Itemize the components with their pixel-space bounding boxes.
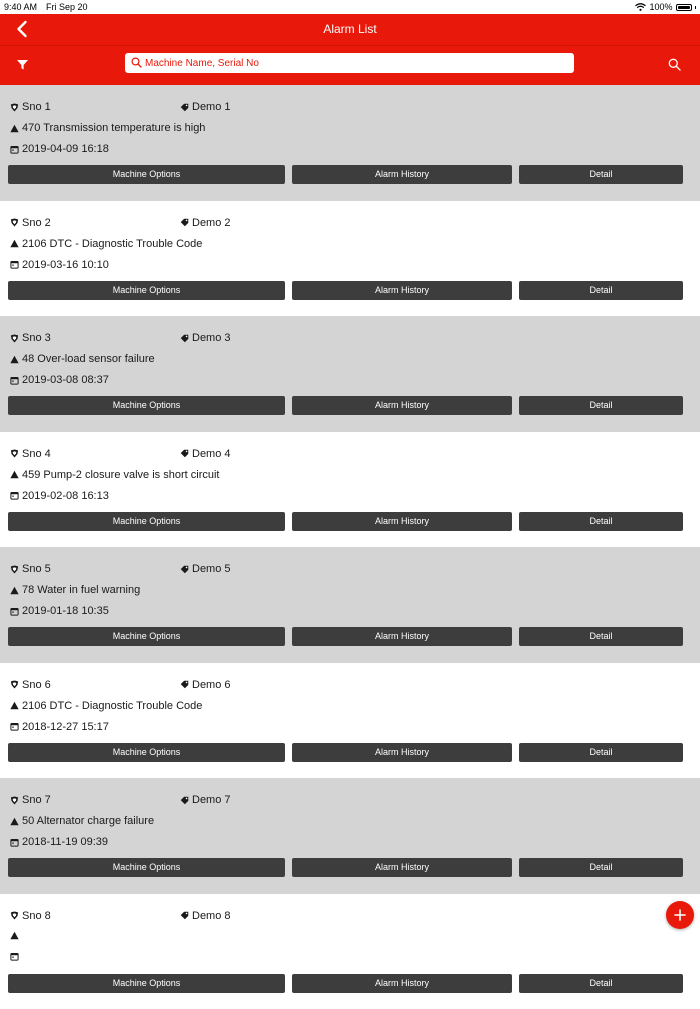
machine-name-text: Demo 2 bbox=[192, 217, 231, 229]
machine-name-text: Demo 6 bbox=[192, 679, 231, 691]
shield-icon bbox=[10, 796, 19, 805]
warning-triangle-icon bbox=[10, 470, 19, 479]
alarm-datetime bbox=[10, 721, 109, 733]
search-field[interactable] bbox=[125, 53, 574, 73]
alarm-card-header bbox=[10, 679, 410, 691]
alarm-description-text: 2106 DTC - Diagnostic Trouble Code bbox=[22, 700, 202, 712]
warning-triangle-icon bbox=[10, 817, 19, 826]
tag-icon bbox=[180, 796, 189, 805]
detail-button[interactable]: Detail bbox=[519, 858, 683, 877]
alarm-card bbox=[0, 663, 700, 779]
alarm-datetime bbox=[10, 259, 109, 271]
serial-number bbox=[10, 563, 51, 575]
machine-name-text: Demo 3 bbox=[192, 332, 231, 344]
wifi-icon bbox=[635, 3, 646, 11]
machine-name bbox=[180, 679, 231, 691]
alarm-card bbox=[0, 85, 700, 201]
machine-name-text: Demo 8 bbox=[192, 910, 231, 922]
page-title: Alarm List bbox=[0, 22, 700, 36]
serial-number-text: Sno 8 bbox=[22, 910, 51, 922]
shield-icon bbox=[10, 218, 19, 227]
machine-options-button[interactable]: Machine Options bbox=[8, 743, 285, 762]
serial-number bbox=[10, 794, 51, 806]
alarm-description-text: 2106 DTC - Diagnostic Trouble Code bbox=[22, 238, 202, 250]
alarm-history-button[interactable]: Alarm History bbox=[292, 627, 512, 646]
alarm-description bbox=[10, 584, 140, 596]
machine-name bbox=[180, 563, 231, 575]
alarm-description-text: 459 Pump-2 closure valve is short circuit bbox=[22, 469, 219, 481]
alarm-card-header bbox=[10, 101, 410, 113]
serial-number bbox=[10, 448, 51, 460]
alarm-card-header bbox=[10, 448, 410, 460]
detail-button[interactable]: Detail bbox=[519, 165, 683, 184]
alarm-datetime bbox=[10, 836, 108, 848]
shield-icon bbox=[10, 334, 19, 343]
alarm-datetime-text: 2018-11-19 09:39 bbox=[22, 836, 108, 848]
calendar-icon bbox=[10, 260, 19, 269]
calendar-icon bbox=[10, 722, 19, 731]
alarm-description bbox=[10, 122, 205, 134]
alarm-history-button[interactable]: Alarm History bbox=[292, 165, 512, 184]
machine-options-button[interactable]: Machine Options bbox=[8, 165, 285, 184]
alarm-history-button[interactable]: Alarm History bbox=[292, 974, 512, 993]
alarm-datetime bbox=[10, 952, 22, 961]
alarm-datetime bbox=[10, 374, 109, 386]
add-button[interactable] bbox=[666, 901, 694, 929]
serial-number-text: Sno 6 bbox=[22, 679, 51, 691]
alarm-card-header bbox=[10, 217, 410, 229]
alarm-description bbox=[10, 469, 219, 481]
alarm-list bbox=[0, 85, 700, 1009]
alarm-card bbox=[0, 316, 700, 432]
calendar-icon bbox=[10, 491, 19, 500]
machine-options-button[interactable]: Machine Options bbox=[8, 396, 285, 415]
detail-button[interactable]: Detail bbox=[519, 974, 683, 993]
status-time: 9:40 AM bbox=[4, 2, 37, 12]
machine-name bbox=[180, 794, 231, 806]
serial-number-text: Sno 3 bbox=[22, 332, 51, 344]
alarm-description bbox=[10, 931, 22, 940]
machine-options-button[interactable]: Machine Options bbox=[8, 858, 285, 877]
alarm-description-text: 78 Water in fuel warning bbox=[22, 584, 140, 596]
shield-icon bbox=[10, 449, 19, 458]
alarm-datetime bbox=[10, 143, 109, 155]
alarm-description-text: 48 Over-load sensor failure bbox=[22, 353, 155, 365]
alarm-history-button[interactable]: Alarm History bbox=[292, 858, 512, 877]
warning-triangle-icon bbox=[10, 701, 19, 710]
detail-button[interactable]: Detail bbox=[519, 396, 683, 415]
machine-name bbox=[180, 448, 231, 460]
serial-number bbox=[10, 910, 51, 922]
calendar-icon bbox=[10, 607, 19, 616]
battery-cap bbox=[695, 6, 697, 9]
calendar-icon bbox=[10, 376, 19, 385]
status-bar bbox=[0, 0, 700, 14]
machine-name bbox=[180, 217, 231, 229]
machine-options-button[interactable]: Machine Options bbox=[8, 974, 285, 993]
alarm-datetime-text: 2019-03-08 08:37 bbox=[22, 374, 109, 386]
warning-triangle-icon bbox=[10, 239, 19, 248]
warning-triangle-icon bbox=[10, 124, 19, 133]
alarm-datetime bbox=[10, 490, 109, 502]
search-bar bbox=[0, 45, 700, 85]
machine-name bbox=[180, 101, 231, 113]
battery-icon bbox=[676, 4, 692, 11]
detail-button[interactable]: Detail bbox=[519, 627, 683, 646]
alarm-card-header bbox=[10, 563, 410, 575]
alarm-datetime-text: 2019-02-08 16:13 bbox=[22, 490, 109, 502]
search-icon bbox=[131, 57, 142, 68]
status-date: Fri Sep 20 bbox=[46, 2, 88, 12]
shield-icon bbox=[10, 911, 19, 920]
warning-triangle-icon bbox=[10, 931, 19, 940]
tag-icon bbox=[180, 334, 189, 343]
alarm-datetime-text: 2019-03-16 10:10 bbox=[22, 259, 109, 271]
alarm-description bbox=[10, 353, 155, 365]
machine-options-button[interactable]: Machine Options bbox=[8, 627, 285, 646]
alarm-description bbox=[10, 815, 154, 827]
alarm-card-header bbox=[10, 910, 410, 922]
serial-number-text: Sno 4 bbox=[22, 448, 51, 460]
alarm-description bbox=[10, 700, 202, 712]
calendar-icon bbox=[10, 952, 19, 961]
plus-icon bbox=[674, 909, 686, 921]
serial-number bbox=[10, 101, 51, 113]
machine-options-button[interactable]: Machine Options bbox=[8, 281, 285, 300]
machine-options-button[interactable]: Machine Options bbox=[8, 512, 285, 531]
alarm-datetime-text: 2019-04-09 16:18 bbox=[22, 143, 109, 155]
shield-icon bbox=[10, 565, 19, 574]
alarm-datetime-text: 2018-12-27 15:17 bbox=[22, 721, 109, 733]
status-right bbox=[635, 2, 696, 12]
serial-number-text: Sno 2 bbox=[22, 217, 51, 229]
tag-icon bbox=[180, 103, 189, 112]
tag-icon bbox=[180, 218, 189, 227]
alarm-description-text: 470 Transmission temperature is high bbox=[22, 122, 205, 134]
alarm-card bbox=[0, 778, 700, 894]
warning-triangle-icon bbox=[10, 355, 19, 364]
detail-button[interactable]: Detail bbox=[519, 743, 683, 762]
search-icon[interactable] bbox=[668, 58, 681, 71]
machine-name bbox=[180, 332, 231, 344]
machine-name bbox=[180, 910, 231, 922]
alarm-card bbox=[0, 201, 700, 317]
calendar-icon bbox=[10, 145, 19, 154]
tag-icon bbox=[180, 680, 189, 689]
serial-number-text: Sno 1 bbox=[22, 101, 51, 113]
shield-icon bbox=[10, 103, 19, 112]
serial-number-text: Sno 5 bbox=[22, 563, 51, 575]
machine-name-text: Demo 4 bbox=[192, 448, 231, 460]
calendar-icon bbox=[10, 838, 19, 847]
serial-number-text: Sno 7 bbox=[22, 794, 51, 806]
shield-icon bbox=[10, 680, 19, 689]
alarm-description-text: 50 Alternator charge failure bbox=[22, 815, 154, 827]
nav-bar bbox=[0, 14, 700, 45]
alarm-history-button[interactable]: Alarm History bbox=[292, 396, 512, 415]
machine-name-text: Demo 5 bbox=[192, 563, 231, 575]
machine-name-text: Demo 1 bbox=[192, 101, 231, 113]
battery-percent: 100% bbox=[649, 2, 672, 12]
tag-icon bbox=[180, 565, 189, 574]
serial-number bbox=[10, 217, 51, 229]
warning-triangle-icon bbox=[10, 586, 19, 595]
alarm-card bbox=[0, 547, 700, 663]
alarm-history-button[interactable]: Alarm History bbox=[292, 743, 512, 762]
serial-number bbox=[10, 332, 51, 344]
alarm-description bbox=[10, 238, 202, 250]
alarm-history-button[interactable]: Alarm History bbox=[292, 512, 512, 531]
detail-button[interactable]: Detail bbox=[519, 512, 683, 531]
tag-icon bbox=[180, 449, 189, 458]
alarm-datetime-text: 2019-01-18 10:35 bbox=[22, 605, 109, 617]
alarm-card-header bbox=[10, 332, 410, 344]
alarm-card bbox=[0, 894, 700, 1009]
search-input[interactable] bbox=[145, 53, 565, 73]
alarm-card bbox=[0, 432, 700, 548]
alarm-card-header bbox=[10, 794, 410, 806]
tag-icon bbox=[180, 911, 189, 920]
alarm-history-button[interactable]: Alarm History bbox=[292, 281, 512, 300]
detail-button[interactable]: Detail bbox=[519, 281, 683, 300]
filter-icon[interactable] bbox=[16, 58, 29, 71]
alarm-datetime bbox=[10, 605, 109, 617]
serial-number bbox=[10, 679, 51, 691]
machine-name-text: Demo 7 bbox=[192, 794, 231, 806]
